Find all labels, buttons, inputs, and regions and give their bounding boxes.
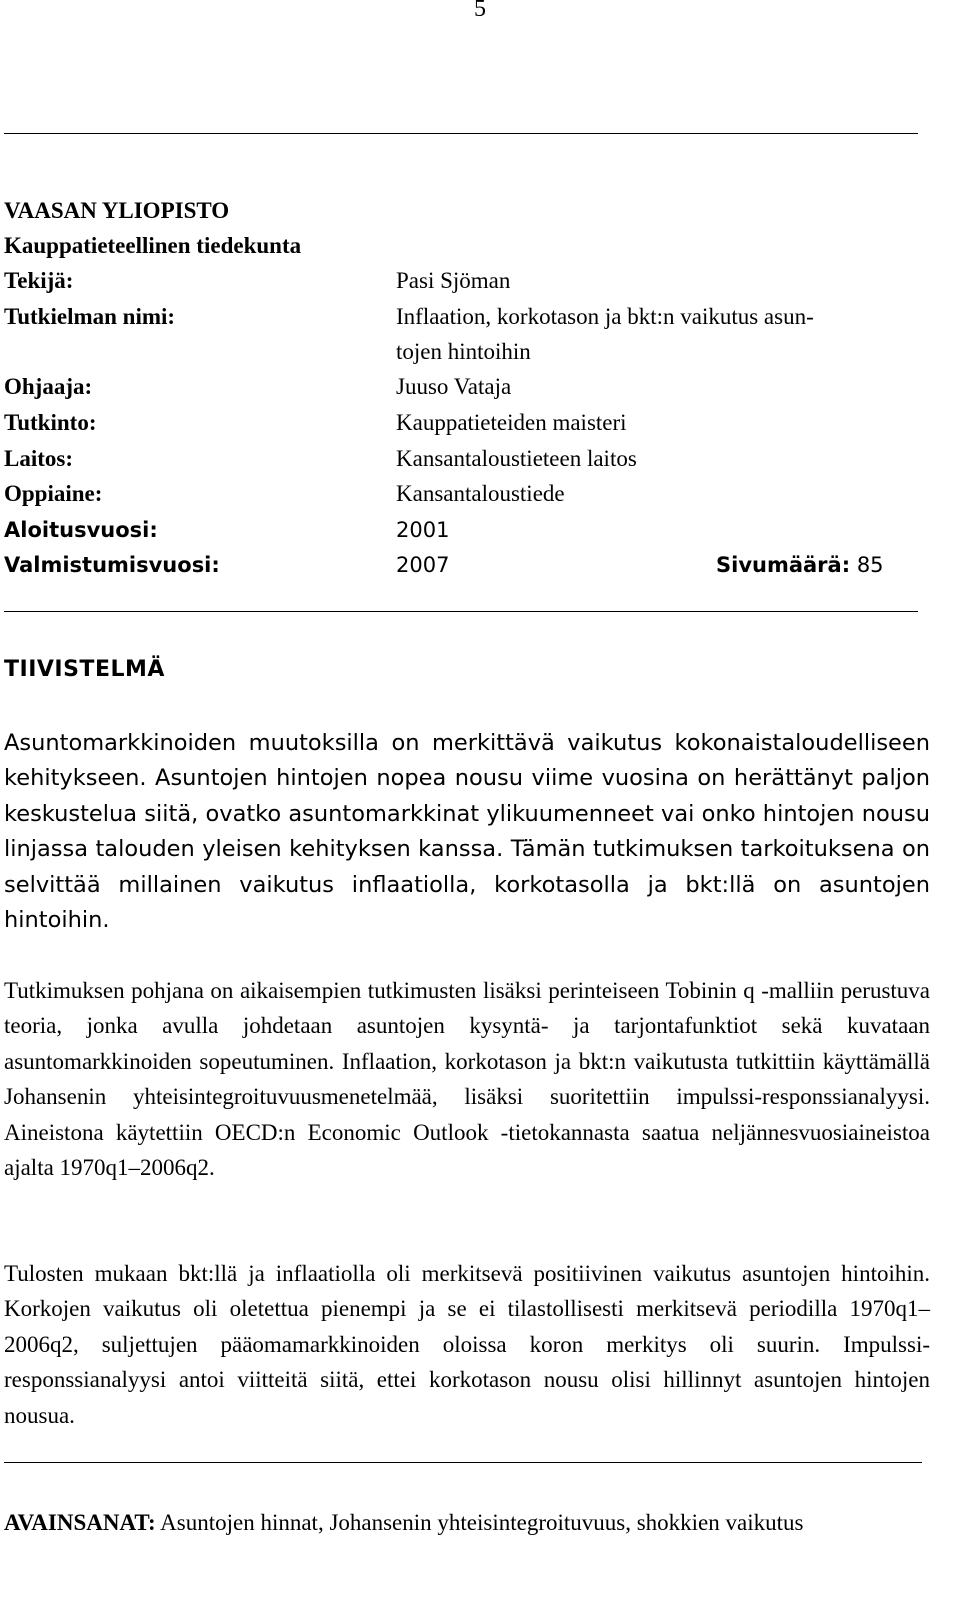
abstract-title: TIIVISTELMÄ [4,657,165,682]
top-divider [4,133,918,134]
subject-value: Kansantaloustiede [396,481,565,506]
keywords-line [4,1505,930,1541]
faculty-name: Kauppatieteellinen tiedekunta [4,233,302,258]
abstract-paragraph-2: Tutkimuksen pohjana on aikaisempien tutkimusten lisäksi perinteiseen Tobinin q -malliin perustuva teoria, jonka avulla johdetaan asuntojen kysyntä- ja tarjontafunktiot sekä kuvataan asuntomarkkinoiden sopeutuminen. Inflaation, korkotason ja bkt:n vaikutusta tutkittiin käyttämällä Johansenin yhteisintegroituvuusmenetelmää, lisäksi suoritettiin impulssi-responssianalyysi. Aineistona käytettiin OECD:n Economic Outlook -tietokannasta saatua neljännesvuosiaineistoa ajalta 1970q1–2006q2. [4,978,930,1181]
author-label: Tekijä: [4,268,74,293]
keywords-value: Asuntojen hinnat, Johansenin yhteisintegroituvuus, shokkien vaikutus [160,1510,804,1535]
page-number: 5 [474,0,486,22]
supervisor-value: Juuso Vataja [396,374,512,399]
thesis-title-label: Tutkielman nimi: [4,304,176,329]
subject-label: Oppiaine: [4,481,103,506]
abstract-paragraph-1: Asuntomarkkinoiden muutoksilla on merkittävä vaikutus kokonaistaloudelliseen kehitykseen. Asuntojen hintojen nopea nousu viime vuosina on herättänyt paljon keskustelua siitä, ovatko asuntomarkkinat ylikuumenneet vai onko hintojen nousu linjassa talouden yleisen kehityksen kanssa. Tämän tutkimuksen tarkoituksena on selvittää millainen vaikutus inflaatiolla, korkotasolla ja bkt:llä on asuntojen hintoihin. [4,730,930,934]
keywords-divider [4,1462,922,1463]
page-count [716,553,884,577]
start-year-value: 2001 [396,518,450,542]
graduation-year-label: Valmistumisvuosi: [4,553,220,577]
thesis-title-value-line2: tojen hintoihin [396,339,531,364]
start-year-label: Aloitusvuosi: [4,518,158,542]
department-label: Laitos: [4,446,73,471]
page-count-label: Sivumäärä: [716,553,851,577]
degree-value: Kauppatieteiden maisteri [396,410,627,435]
page-count-value: 85 [856,553,884,577]
abstract-paragraph-3: Tulosten mukaan bkt:llä ja inflaatiolla oli merkitsevä positiivinen vaikutus asuntojen hintoihin. Korkojen vaikutus oli oletettua pienempi ja se ei tilastollisesti merkitsevä periodilla 1970q1–2006q2, suljettujen pääomamarkkinoiden oloissa koron merkitys oli suurin. Impulssi-responssianalyysi antoi viitteitä siitä, ettei korkotason nousu olisi hillinnyt asuntojen hintojen nousua. [4,1261,930,1428]
department-value: Kansantaloustieteen laitos [396,446,637,471]
supervisor-label: Ohjaaja: [4,374,93,399]
thesis-title-value-line1: Inflaation, korkotason ja bkt:n vaikutus asun- [396,304,814,329]
university-name: VAASAN YLIOPISTO [4,198,230,223]
author-value: Pasi Sjöman [396,268,511,293]
keywords-label: AVAINSANAT: [4,1510,156,1535]
degree-label: Tutkinto: [4,410,97,435]
meta-divider [4,611,918,612]
graduation-year-value: 2007 [396,553,450,577]
